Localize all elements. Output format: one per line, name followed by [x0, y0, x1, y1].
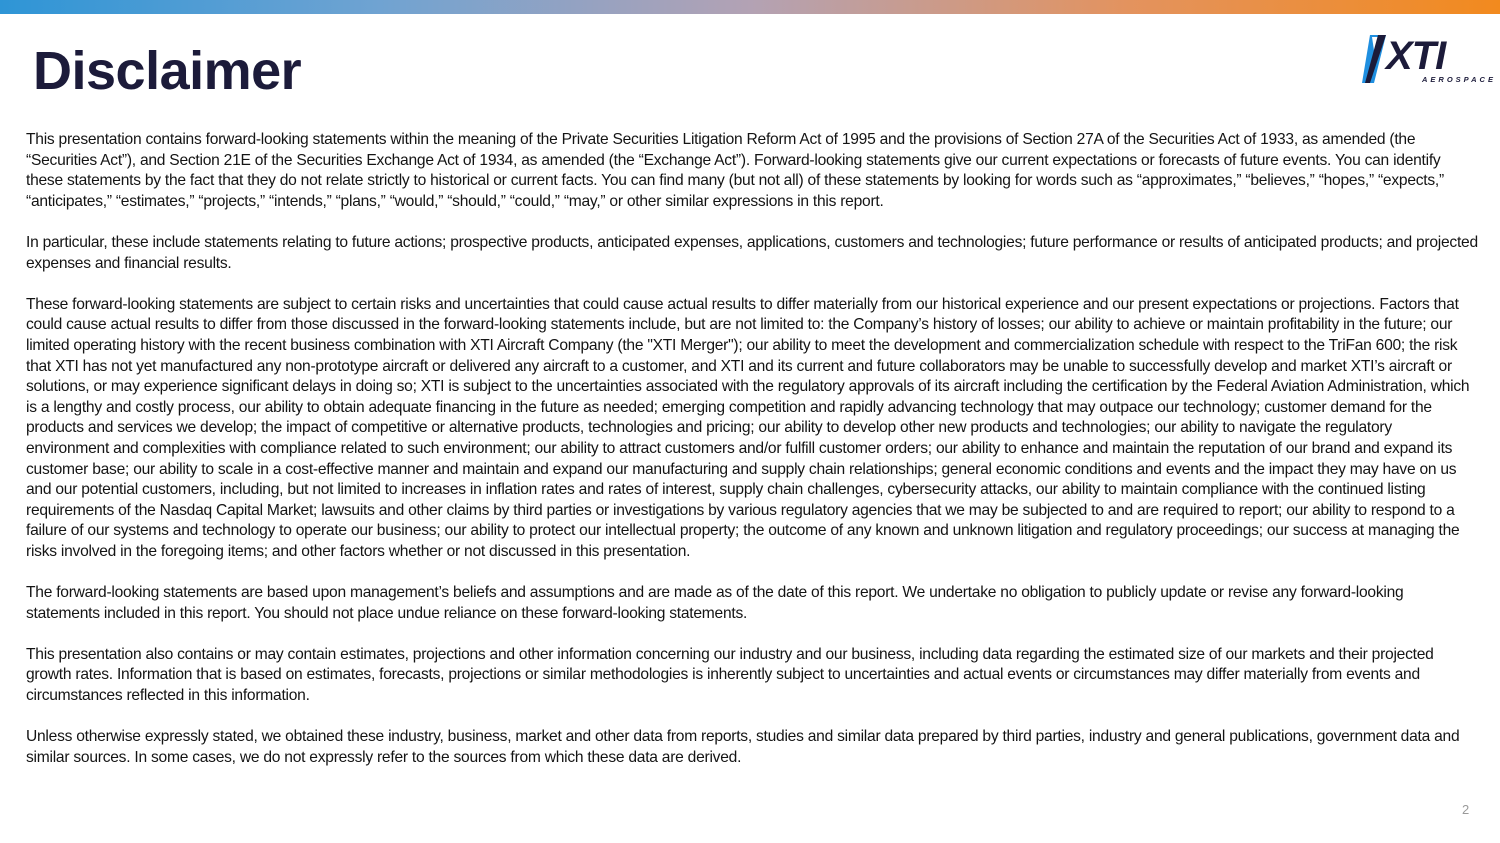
xti-logo-icon: [1362, 32, 1496, 86]
paragraph-data-sources: Unless otherwise expressly stated, we obtained these industry, business, market and other data from reports, studies and similar data prepared by third parties, industry and general publications, government data and similar sources. In some cases, we do not expressly refer to the sources from which these data are derived.: [26, 728, 1460, 766]
page-title: Disclaimer: [33, 41, 302, 101]
xti-aerospace-logo: [1362, 32, 1496, 86]
page-number: 2: [1462, 802, 1470, 817]
paragraph-beliefs-assumptions: The forward-looking statements are based upon management’s beliefs and assumptions and are made as of the date of this report. We undertake no obligation to publicly update or revise any forward-looking statements included in this report. You should not place undue reliance on these forward-looking statements.: [26, 584, 1404, 622]
paragraph-risk-factors: These forward-looking statements are subject to certain risks and uncertainties that could cause actual results to differ materially from our historical experience and our present expectations or projections. Factors that could cause actual results to differ from those discussed in the forward-looking statements include, but are not limited to: the Company’s history of losses; our ability to achieve or maintain profitability in the future; our limited operating history with the recent business combination with XTI Aircraft Company (the "XTI Merger"); our ability to meet the development and commercialization schedule with respect to the TriFan 600; the risk that XTI has not yet manufactured any non-prototype aircraft or delivered any aircraft to a customer, and XTI and its current and future collaborators may be unable to successfully develop and market XTI’s aircraft or solutions, or may experience significant delays in doing so; XTI is subject to the uncertainties associated with the regulatory approvals of its aircraft including the certification by the Federal Aviation Administration, which is a lengthy and costly process, our ability to obtain adequate financing in the future as needed; emerging competition and rapidly advancing technology that may outpace our technology; customer demand for the products and services we develop; the impact of competitive or alternative products, technologies and pricing; our ability to develop other new products and technologies; our ability to navigate the regulatory environment and complexities with compliance related to such environment; our ability to attract customers and/or fulfill customer orders; our ability to enhance and maintain the reputation of our brand and expand its customer base; our ability to scale in a cost-effective manner and maintain and expand our manufacturing and supply chain relationships; general economic conditions and events and the impact they may have on us and our potential customers, including, but not limited to increases in inflation rates and rates of interest, supply chain challenges, cybersecurity attacks, our ability to maintain compliance with the continued listing requirements of the Nasdaq Capital Market; lawsuits and other claims by third parties or investigations by various regulatory agencies that we may be subjected to and are required to report; our ability to respond to a failure of our systems and technology to operate our business; our ability to protect our intellectual property; the outcome of any known and unknown litigation and regulatory proceedings; our success at managing the risks involved in the foregoing items; and other factors whether or not discussed in this presentation.: [26, 295, 1470, 560]
paragraph-estimates: This presentation also contains or may contain estimates, projections and other information concerning our industry and our business, including data regarding the estimated size of our markets and their projected growth rates. Information that is based on estimates, forecasts, projections or similar methodologies is inherently subject to uncertainties and actual events or circumstances may differ materially from events and circumstances reflected in this information.: [26, 645, 1434, 705]
logo-tagline: AEROSPACE: [1422, 75, 1496, 84]
accent-gradient-bar: [0, 0, 1500, 14]
logo-wordmark: XTI: [1386, 34, 1446, 78]
paragraph-particulars: In particular, these include statements relating to future actions; prospective products, anticipated expenses, applications, customers and technologies; future performance or results of anticipated products; and projected expenses and financial results.: [26, 233, 1478, 272]
paragraph-forward-looking-intro: This presentation contains forward-looking statements within the meaning of the Private Securities Litigation Reform Act of 1995 and the provisions of Section 27A of the Securities Act of 1933, as amended (the “Securities Act”), and Section 21E of the Securities Exchange Act of 1934, as amended (the “Exchange Act”). Forward-looking statements give our current expectations or forecasts of future events. You can identify these statements by the fact that they do not relate strictly to historical or current facts. You can find many (but not all) of these statements by looking for words such as “approximates,” “believes,” “hopes,” “expects,” “anticipates,” “estimates,” “projects,” “intends,” “plans,” “would,” “should,” “could,” “may,” or other similar expressions in this report.: [26, 131, 1444, 210]
disclaimer-body: [26, 130, 1478, 768]
